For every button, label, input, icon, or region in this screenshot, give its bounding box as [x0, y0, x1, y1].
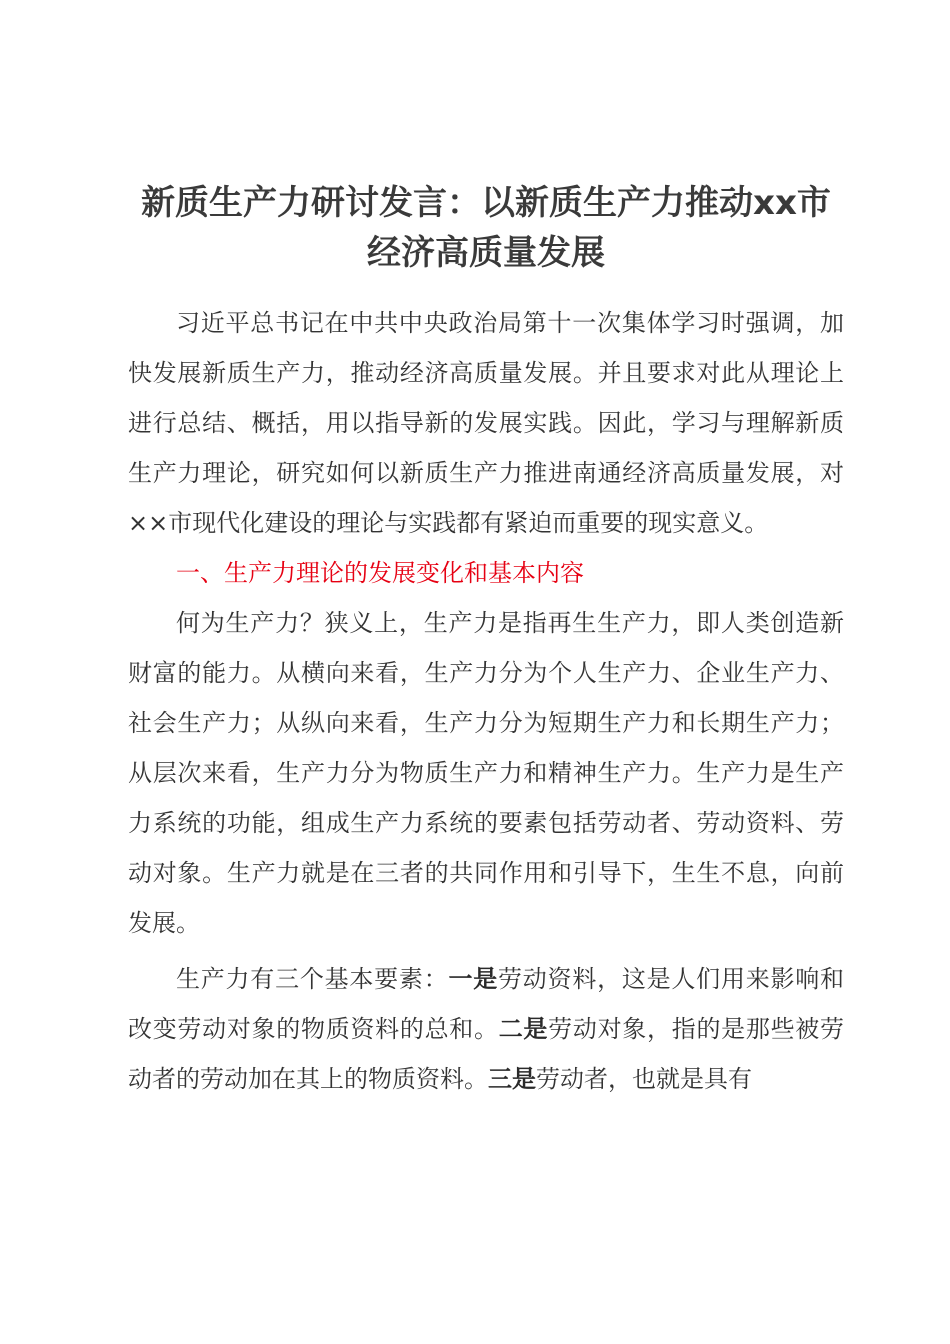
body-paragraph-productivity: 何为生产力？狭义上，生产力是指再生生产力，即人类创造新财富的能力。从横向来看，生产力分为个人生产力、企业生产力、社会生产力；从纵向来看，生产力分为短期生产力和长期生产力；从层次来看，生产力分为物质生产力和精神生产力。生产力是生产力系统的功能，组成生产力系统的要素包括劳动者、劳动资料、劳动对象。生产力就是在三者的共同作用和引导下，生生不息，向前发展。	[128, 609, 844, 937]
emphasis-third: 三是	[488, 1065, 536, 1093]
elements-text-2: 劳动对象，指的是那些被劳动者的劳动加在其上的物质资料。	[128, 1015, 845, 1093]
elements-text-3: 劳动者，也就是具有	[536, 1065, 752, 1093]
title-line-1: 新质生产力研讨发言：以新质生产力推动xx市	[141, 183, 831, 223]
title-line-2: 经济高质量发展	[367, 233, 605, 273]
elements-lead: 生产力有三个基本要素：	[176, 965, 449, 993]
emphasis-first: 一是	[448, 965, 499, 993]
body-paragraph-elements	[128, 954, 844, 1104]
emphasis-second: 二是	[498, 1015, 549, 1043]
document-title	[128, 178, 844, 278]
intro-paragraph: 习近平总书记在中共中央政治局第十一次集体学习时强调，加快发展新质生产力，推动经济高质量发展。并且要求对此从理论上进行总结、概括，用以指导新的发展实践。因此，学习与理解新质生产力理论，研究如何以新质生产力推进南通经济高质量发展，对××市现代化建设的理论与实践都有紧迫而重要的现实意义。	[128, 309, 844, 537]
elements-text-1: 劳动资料，这是人们用来影响和改变劳动对象的物质资料的总和。	[128, 965, 845, 1043]
section-heading-1: 一、生产力理论的发展变化和基本内容	[176, 559, 584, 587]
document-page	[128, 178, 844, 1104]
